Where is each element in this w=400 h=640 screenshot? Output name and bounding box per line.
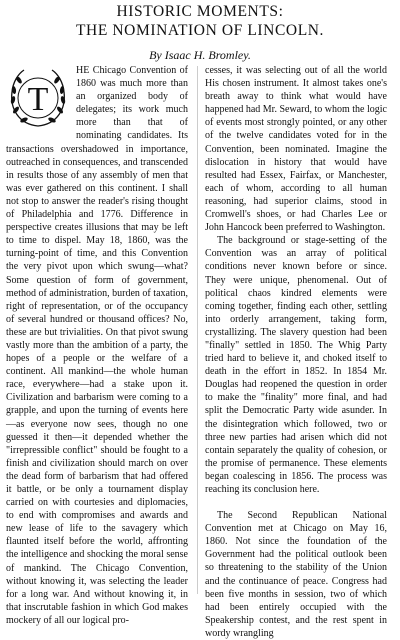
drop-cap	[4, 64, 72, 132]
column-divider	[197, 66, 198, 594]
article-title-line-1: HISTORIC MOMENTS:	[116, 3, 284, 20]
paragraph-second-convention: The Second Republican National Convention met at Chicago on May 16, 1860. Not since the foundation of the Government had the political outlook been so threatening to the stability of the Union and the continuance of peace. Congress had been five months in session, two of which had been entirely occupied with the Speakership contest, and the rest spent in wordy wrangling	[205, 510, 387, 639]
paragraph-background: The background or stage-setting of the Convention was an array of political conditions never known before or since. They were unique, phenomenal. Out of political chaos kindred elements were coming together, finding each other, settling into orderly arrangement, taking form, crystallizing. The slavery question had been "finally" settled in 1850. The Whig Party tried hard to believe it, and choked itself to death in the effort in 1852. In 1854 Mr. Douglas had reopened the question in order to make the "finality" more final, and had split the Democratic Party wide asunder. In the disintegration which followed, two or three new parties had arisen which did not contain separately the quality of cohesion, or the promise of permanence. These elements began coalescing in 1856. The process was reaching its conclusion here.	[205, 235, 387, 495]
paragraph-opening: HE Chicago Convention of 1860 was much more than an organized body of delegates; its work much more than that of nominating candidates. Its transactions overshadowed in importance, outreached in consequences, and transcended in results those of any assembly of men that was ever gathered on this continent. I shall not stop to answer the reader's rising thought of Philadelphia and 1776. Difference in perspective creates illusions that may be left to time to dispel. May 18, 1860, was the turning-point of time, and this Convention the very pivot upon which swung—what? Some question of form of government, method of administration, burden of taxation, right of representation, or of the occupancy of several hundred or thousand offices? No, these are but trivialities. On that pivot swung vastly more than the ambition of a party, the hopes of a people or the welfare of a continent. All mankind—the whole human race, everywhere—had a stake upon it. Civilization and barbarism were coming to a grapple, and upon the turning of events here—as everyone now sees, though no one guessed it then—it depended whether the "irrepressible conflict" should be fought to a finish and civilization should march on over the dead form of barbarism that had offered it battle, or be only a tournament display carried on with courtesies and diplomacies, to end with compromises and awards and new lease of life to the savagery which flaunted itself before the world, affronting the intelligence and shocking the moral sense of mankind. The Chicago Convention, without knowing it, was selecting the leader for a long war. And without knowing it, in that inscrutable fashion in which God makes mockery of all our logical pro-	[6, 65, 188, 626]
wreath-icon	[4, 64, 72, 132]
left-column	[6, 64, 188, 627]
paragraph-continued: cesses, it was selecting out of all the world His chosen instrument. It almost takes one's breath away to think what would have happened had Mr. Seward, to whom the logic of events most strongly pointed, or any other of the twelve candidates voted for in the Convention, been nominated. Imagine the dislocation in history that would have resulted had Essex, Fairfax, or Manchester, each of whom, according to all human reasoning, had superior claims, stood in Cromwell's shoes, or had Charles Lee or John Hancock been preferred to Washington.	[205, 65, 387, 234]
article-byline: By Isaac H. Bromley.	[149, 48, 251, 62]
drop-cap-letter: T	[27, 81, 49, 118]
article-title-line-2: THE NOMINATION OF LINCOLN.	[75, 22, 325, 39]
right-column	[205, 64, 387, 640]
paragraph-gap	[205, 496, 387, 509]
